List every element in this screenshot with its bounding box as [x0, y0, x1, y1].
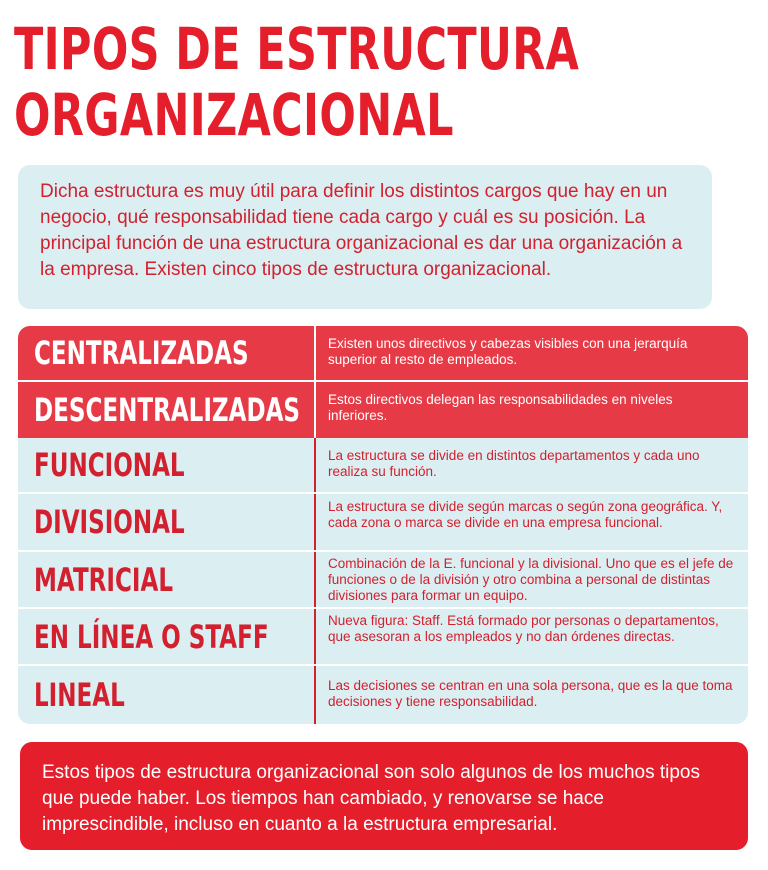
type-name-cell [18, 609, 316, 664]
type-name-cell [18, 438, 316, 492]
footer-text: Estos tipos de estructura organizacional son solo algunos de los muchos tipos que puede haber. Los tiempos han cambiado, y renovarse se hace imprescindible, incluso en cuanto a la estructura empresarial. [42, 762, 700, 835]
type-name: EN LÍNEA O STAFF [34, 617, 269, 656]
types-table [18, 326, 748, 724]
type-name: MATRICIAL [34, 560, 173, 599]
type-name-cell [18, 552, 316, 607]
type-description: Estos directivos delegan las responsabilidades en niveles inferiores. [328, 392, 673, 423]
type-name-cell [18, 326, 316, 380]
page-title [14, 15, 580, 149]
type-name-cell [18, 666, 316, 724]
intro-text: Dicha estructura es muy útil para definir los distintos cargos que hay en un negocio, qué responsabilidad tiene cada cargo y cuál es su posición. La principal función de una estructura organizacional es dar una organización a la empresa. Existen cinco tipos de estructura organizacional. [40, 181, 683, 280]
type-description: Las decisiones se centran en una sola persona, que es la que toma decisiones y tiene responsabilidad. [328, 678, 733, 709]
type-name: DESCENTRALIZADAS [34, 391, 301, 429]
type-description: Combinación de la E. funcional y la divisional. Uno que es el jefe de funciones o de la división y otro combina a personal de distintas divisiones para formar un equipo. [328, 556, 734, 603]
type-row-centralizadas [18, 326, 748, 382]
type-name: FUNCIONAL [34, 446, 185, 484]
type-row-funcional [18, 438, 748, 494]
type-name: CENTRALIZADAS [34, 334, 249, 372]
type-name-cell [18, 494, 316, 550]
type-name-cell [18, 382, 316, 438]
type-row-en-linea-o-staff [18, 609, 748, 666]
type-description: Nueva figura: Staff. Está formado por personas o departamentos, que asesoran a los empleados y no dan órdenes directas. [328, 613, 719, 644]
type-name: LINEAL [34, 676, 125, 714]
title-line-1: TIPOS DE ESTRUCTURA [14, 15, 580, 83]
intro-box [18, 165, 712, 309]
type-row-matricial [18, 552, 748, 609]
type-name: DIVISIONAL [34, 503, 185, 541]
footer-box [20, 742, 748, 850]
type-row-descentralizadas [18, 382, 748, 438]
type-row-lineal [18, 666, 748, 724]
type-description: Existen unos directivos y cabezas visibles con una jerarquía superior al resto de empleados. [328, 336, 688, 367]
type-description: La estructura se divide en distintos departamentos y cada uno realiza su función. [328, 448, 700, 479]
type-description: La estructura se divide según marcas o según zona geográfica. Y, cada zona o marca se divide en una empresa funcional. [328, 499, 723, 530]
title-line-2: ORGANIZACIONAL [14, 81, 454, 149]
type-row-divisional [18, 494, 748, 552]
